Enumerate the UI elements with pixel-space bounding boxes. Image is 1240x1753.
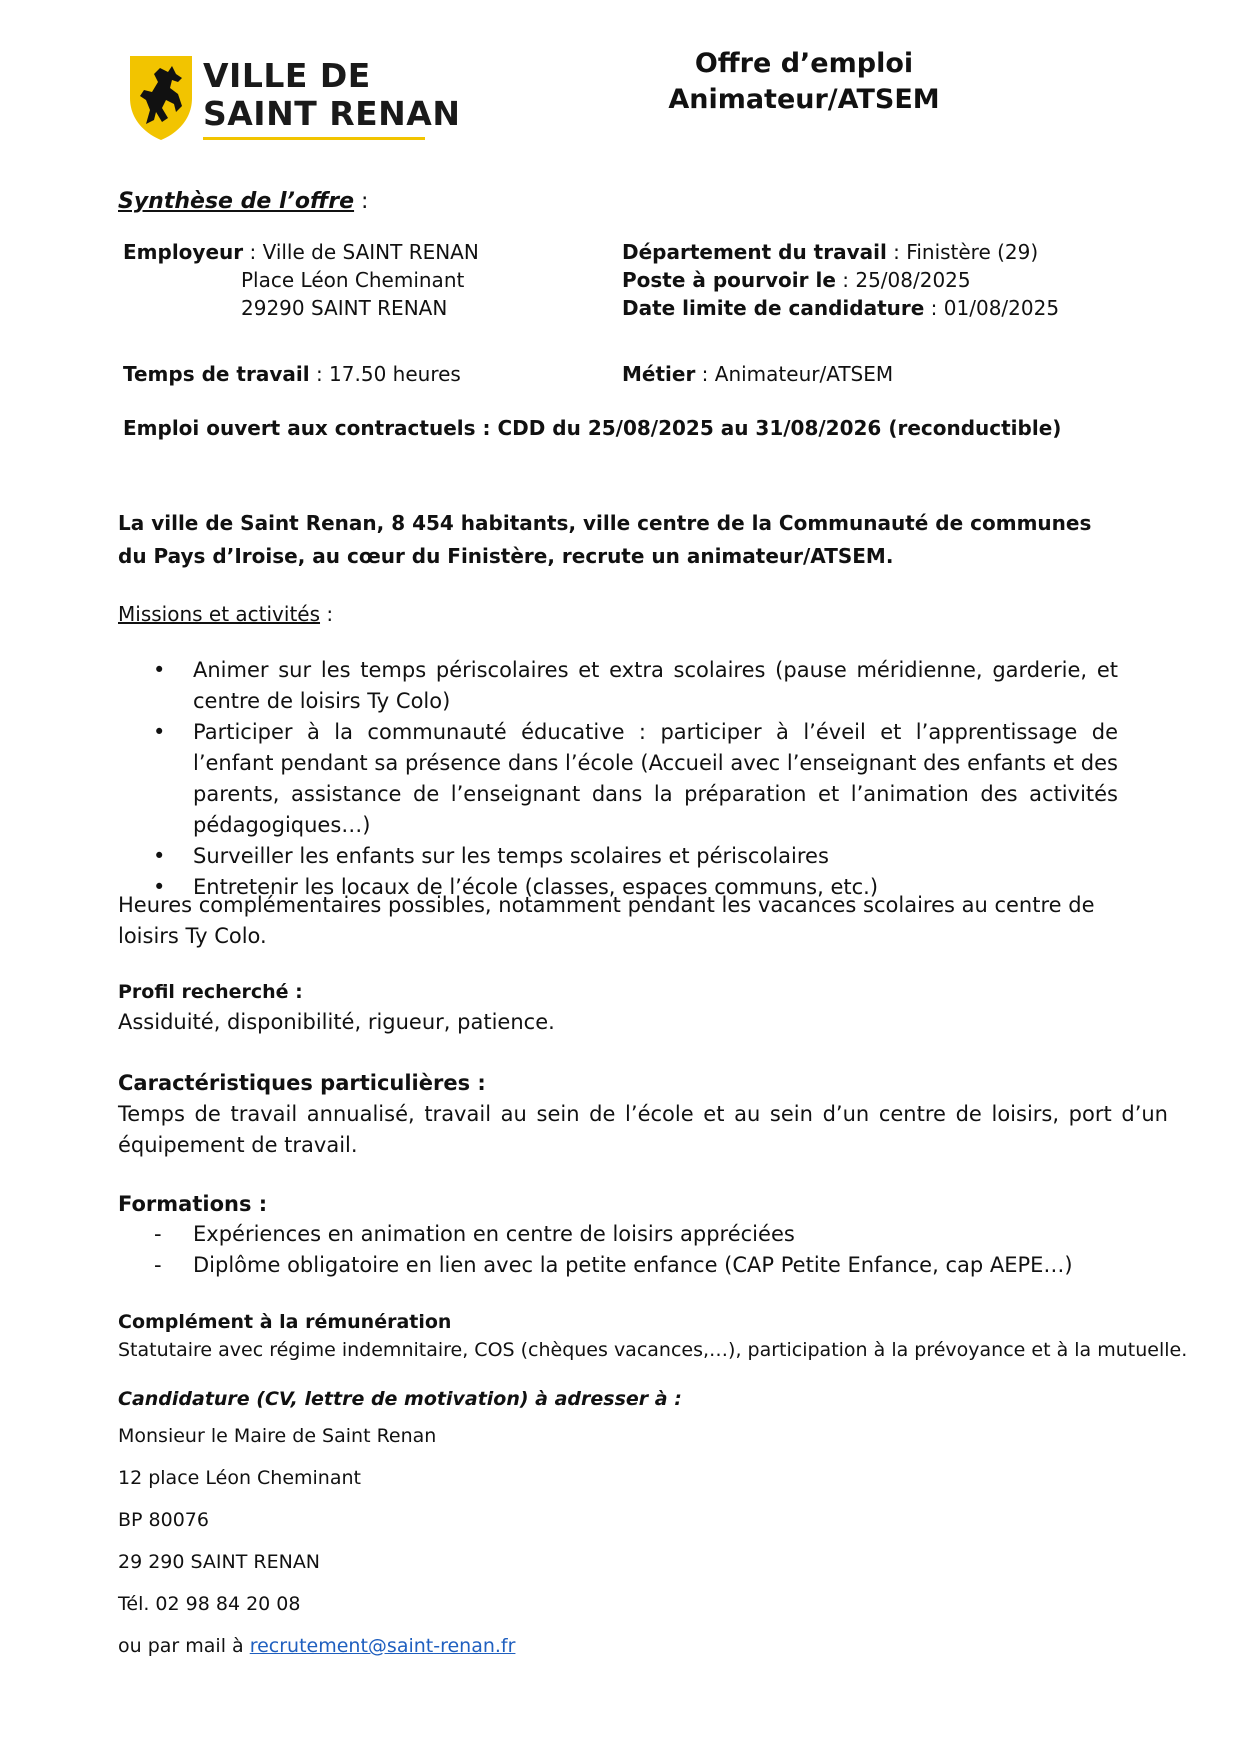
poste-label: Poste à pourvoir le [622, 268, 836, 292]
temps-row [123, 360, 461, 388]
list-item [118, 1250, 1118, 1281]
temps-label: Temps de travail [123, 362, 310, 386]
address-line: 12 place Léon Cheminant [118, 1467, 361, 1489]
mission-text: Participer à la communauté éducative : participer à l’éveil et l’apprentissage de l’enfant pendant sa présence dans l’école (Accueil avec l’enseignant des enfants et des parents, assistance de l’enseignant dans la préparation et l’animation des activités pédagogiques…) [193, 720, 1118, 837]
employeur-line1 [123, 238, 479, 266]
synthese-heading-colon: : [354, 189, 369, 214]
formations-heading: Formations : [118, 1192, 268, 1216]
list-item [118, 1219, 1118, 1250]
synthese-heading-text: Synthèse de l’offre [118, 189, 355, 214]
heures-paragraph: Heures complémentaires possibles, notamment pendant les vacances scolaires au centre de loisirs Ty Colo. [118, 893, 1095, 948]
mission-text: Animer sur les temps périscolaires et extra scolaires (pause méridienne, garderie, et centre de loisirs Ty Colo) [193, 658, 1118, 713]
logo-text-line2: SAINT RENAN [203, 94, 461, 133]
contrat-line: Emploi ouvert aux contractuels : CDD du 25/08/2025 au 31/08/2026 (reconductible) [123, 416, 1062, 440]
remuneration-heading: Complément à la rémunération [118, 1311, 452, 1333]
horse-crest-icon [126, 52, 196, 142]
list-item [118, 841, 1118, 872]
missions-heading-colon: : [320, 602, 334, 626]
employeur-name: Ville de SAINT RENAN [262, 240, 479, 264]
temps-value: : 17.50 heures [309, 362, 461, 386]
mail-prefix: ou par mail à [118, 1635, 250, 1657]
offer-title-line2: Animateur/ATSEM [668, 84, 940, 115]
bullet-icon: • [153, 658, 166, 682]
metier-label: Métier [622, 362, 696, 386]
caracteristiques-heading: Caractéristiques particulières : [118, 1071, 486, 1095]
date-limite-row [622, 294, 1059, 322]
mail-line [118, 1625, 515, 1667]
bullet-icon: • [153, 875, 166, 899]
email-link[interactable]: recrutement@saint-renan.fr [249, 1635, 516, 1657]
metier-row [622, 360, 893, 388]
candidature-address [118, 1415, 515, 1667]
employeur-sep: : [243, 240, 263, 264]
formations-list [118, 1219, 1118, 1281]
bullet-icon: • [153, 844, 166, 868]
intro-paragraph: La ville de Saint Renan, 8 454 habitants, ville centre de la Communauté de communes du Pays d’Iroise, au cœur du Finistère, recrute un animateur/ATSEM. [118, 511, 1092, 568]
date-limite-label: Date limite de candidature [622, 296, 925, 320]
employeur-address: Place Léon Cheminant [241, 268, 465, 292]
departement-row [622, 238, 1059, 266]
synthese-heading [118, 186, 368, 217]
dash-icon: - [154, 1222, 162, 1246]
date-limite-value: : 01/08/2025 [924, 296, 1060, 320]
employeur-block [123, 238, 479, 322]
candidature-heading: Candidature (CV, lettre de motivation) à adresser à : [118, 1388, 682, 1410]
formation-text: Expériences en animation en centre de loisirs appréciées [193, 1222, 795, 1246]
bullet-icon: • [153, 720, 166, 744]
missions-heading-text: Missions et activités [118, 602, 321, 626]
mission-text: Surveiller les enfants sur les temps scolaires et périscolaires [193, 844, 829, 868]
formation-text: Diplôme obligatoire en lien avec la petite enfance (CAP Petite Enfance, cap AEPE…) [193, 1253, 1073, 1277]
employeur-city: 29290 SAINT RENAN [241, 296, 448, 320]
profil-heading: Profil recherché : [118, 981, 303, 1003]
offer-title [614, 46, 994, 118]
address-line: 29 290 SAINT RENAN [118, 1551, 321, 1573]
offer-title-line1: Offre d’emploi [694, 48, 914, 79]
metier-value: : Animateur/ATSEM [695, 362, 894, 386]
list-item [118, 655, 1118, 717]
logo-underline [203, 137, 425, 140]
departement-label: Département du travail [622, 240, 887, 264]
departement-value: : Finistère (29) [886, 240, 1039, 264]
poste-value: : 25/08/2025 [835, 268, 971, 292]
phone-line: Tél. 02 98 84 20 08 [118, 1593, 301, 1615]
dash-icon: - [154, 1253, 162, 1277]
profil-text: Assiduité, disponibilité, rigueur, patience. [118, 1010, 555, 1034]
logo-text-line1: VILLE DE [203, 56, 371, 95]
missions-list [118, 655, 1118, 903]
address-line: BP 80076 [118, 1509, 209, 1531]
missions-heading [118, 600, 333, 628]
employeur-label: Employeur [123, 240, 244, 264]
address-line: Monsieur le Maire de Saint Renan [118, 1425, 437, 1447]
list-item [118, 717, 1118, 841]
offer-dates-block [622, 238, 1059, 322]
caracteristiques-text: Temps de travail annualisé, travail au sein de l’école et au sein d’un centre de loisirs, port d’un équipement de travail. [118, 1102, 1168, 1157]
poste-row [622, 266, 1059, 294]
mission-text: Entretenir les locaux de l’école (classes, espaces communs, etc.) [193, 875, 879, 899]
remuneration-text: Statutaire avec régime indemnitaire, COS (chèques vacances,…), participation à la prévoyance et à la mutuelle. [118, 1339, 1188, 1361]
